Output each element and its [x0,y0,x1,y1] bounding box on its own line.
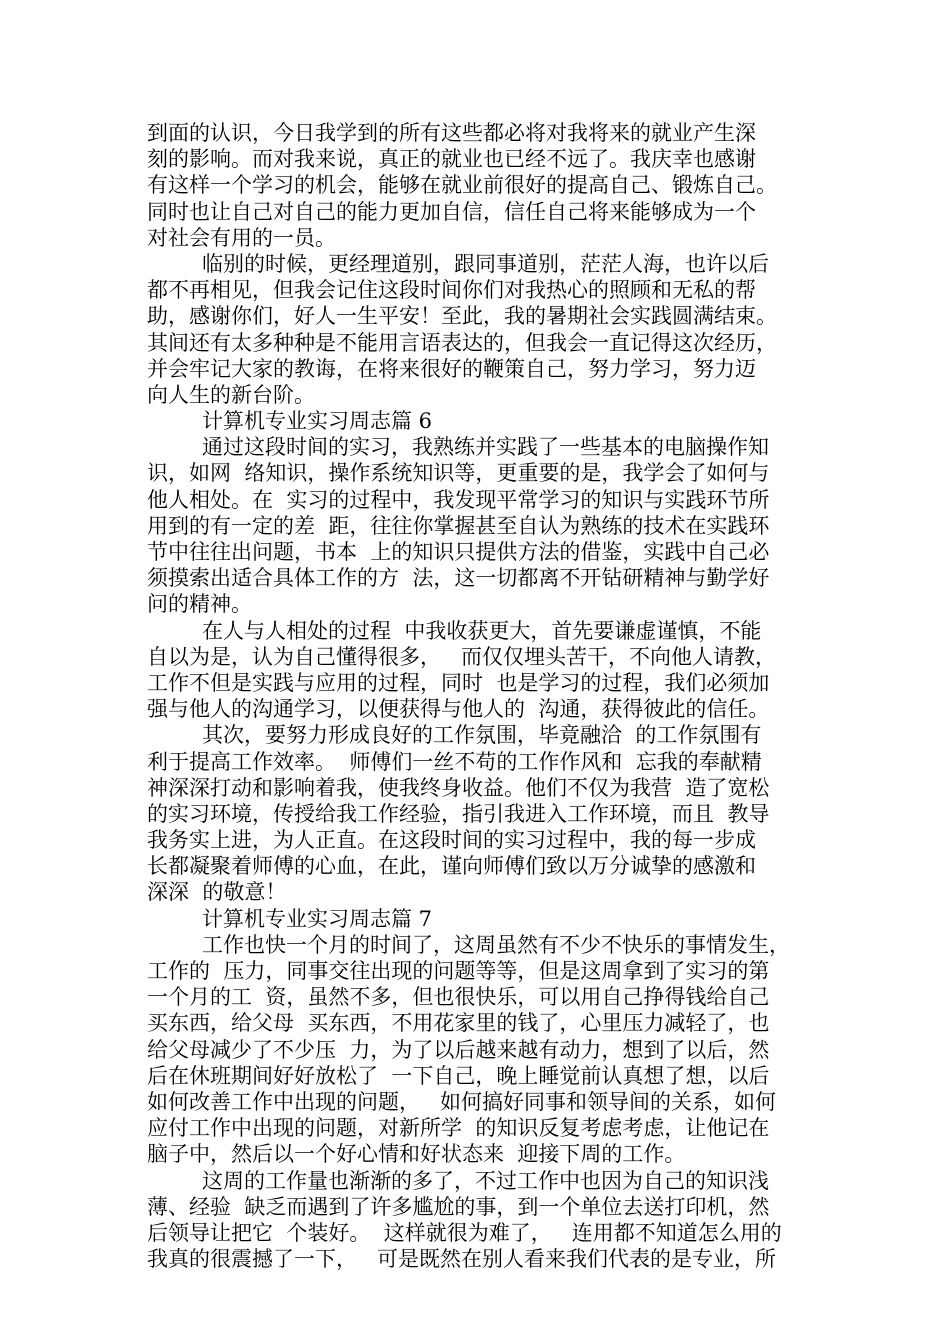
body-text-line: 利于提高工作效率。 师傅们一丝不苟的工作作风和 忘我的奉献精 [147,749,762,774]
body-text-line: 到面的认识，今日我学到的所有这些都必将对我将来的就业产生深 [147,121,756,145]
body-text-line: 自以为是，认为自己懂得很多， 而仅仅埋头苦干，不向他人请教， [147,644,777,669]
body-text-line: 对社会有用的一员。 [147,225,336,250]
body-text-line: 向人生的新台阶。 [147,382,315,407]
body-text-line: 神深深打动和影响着我，使我终身收益。他们不仅为我营 造了宽松 [147,775,770,800]
body-text-line: 薄、经验 缺乏而遇到了许多尴尬的事，到一个单位去送打印机，然 [147,1194,770,1219]
body-text-line: 其间还有太多种种是不能用言语表达的，但我会一直记得这次经历， [147,330,777,355]
body-text-line: 都不再相见，但我会记住这段时间你们对我热心的照顾和无私的帮 [147,278,756,303]
body-text-line: 的实习环境，传授给我工作经验，指引我进入工作环境，而且 教导 [147,801,770,826]
body-text-line: 我务实上进，为人正直。在这段时间的实习过程中，我的每一步成 [147,828,756,853]
body-text-line: 买东西，给父母 买东西，不用花家里的钱了，心里压力减轻了，也 [147,1011,770,1036]
body-text-line: 我真的很震撼了一下， 可是既然在别人看来我们代表的是专业，所 [147,1247,777,1272]
body-text-line: 并会牢记大家的教诲，在将来很好的鞭策自己，努力学习，努力迈 [147,356,756,381]
body-text-line: 后领导让把它 个装好。 这样就很为难了， 连用都不知道怎么用的 [147,1220,782,1245]
body-text-line: 刻的影响。而对我来说，真正的就业也已经不远了。我庆幸也感谢 [147,147,756,172]
body-text-line: 同时也让自己对自己的能力更加自信，信任自己将来能够成为一个 [147,199,756,224]
body-text-line: 应付工作中出现的问题，对新所学 的知识反复考虑考虑，让他记在 [147,1116,770,1141]
document-page [147,120,831,1272]
body-text-line: 须摸索出适合具体工作的方 法，这一切都离不开钻研精神与勤学好 [147,566,770,591]
body-text-line: 一个月的工 资，虽然不多，但也很快乐，可以用自己挣得钱给自己 [147,985,770,1010]
body-text-line: 深深 的敬意！ [147,880,287,905]
body-text-line: 强与他人的沟通学习，以便获得与他人的 沟通，获得彼此的信任。 [147,697,770,722]
body-text-line: 节中往往出问题，书本 上的知识只提供方法的借鉴，实践中自己必 [147,540,770,564]
body-text-line: 如何改善工作中出现的问题， 如何搞好同事和领导间的关系，如何 [147,1089,777,1114]
body-text-line: 工作的 压力，同事交往出现的问题等等，但是这周拿到了实习的第 [147,959,770,983]
section-heading: 计算机专业实习周志篇 7 [202,906,433,931]
body-text-line: 其次，要努力形成良好的工作氛围，毕竟融洽 的工作氛围有 [202,723,762,748]
body-text-line: 在人与人相处的过程 中我收获更大，首先要谦虚谨慎，不能 [202,618,762,643]
body-text-line: 这周的工作量也渐渐的多了，不过工作中也因为自己的知识浅 [202,1168,769,1193]
section-heading: 计算机专业实习周志篇 6 [202,409,433,434]
body-text-line: 给父母减少了不少压 力，为了以后越来越有动力，想到了以后，然 [147,1037,770,1062]
body-text-line: 工作也快一个月的时间了，这周虽然有不少不快乐的事情发生， [202,932,790,957]
body-text-line: 问的精神。 [147,592,252,617]
body-text-line: 用到的有一定的差 距，往往你掌握甚至自认为熟练的技术在实践环 [147,513,770,538]
body-text-line: 长都凝聚着师傅的心血，在此，谨向师傅们致以万分诚挚的感激和 [147,854,756,879]
body-text-line: 脑子中，然后以一个好心情和好状态来 迎接下周的工作。 [147,1142,686,1167]
body-text-line: 工作不但是实践与应用的过程，同时 也是学习的过程，我们必须加 [147,670,770,695]
body-text-line: 他人相处。在 实习的过程中，我发现平常学习的知识与实践环节所 [147,487,770,512]
body-text-line: 识，如网 络知识，操作系统知识等，更重要的是，我学会了如何与 [147,461,770,486]
body-text-line: 后在休班期间好好放松了 一下自己，晚上睡觉前认真想了想，以后 [147,1063,770,1088]
body-text-line: 通过这段时间的实习，我熟练并实践了一些基本的电脑操作知 [202,435,769,460]
body-text-line: 助，感谢你们，好人一生平安！至此，我的暑期社会实践圆满结束。 [147,304,777,329]
body-text-line: 临别的时候，更经理道别，跟同事道别，茫茫人海，也许以后 [202,251,769,276]
body-text-line: 有这样一个学习的机会，能够在就业前很好的提高自己、锻炼自己。 [147,173,777,198]
